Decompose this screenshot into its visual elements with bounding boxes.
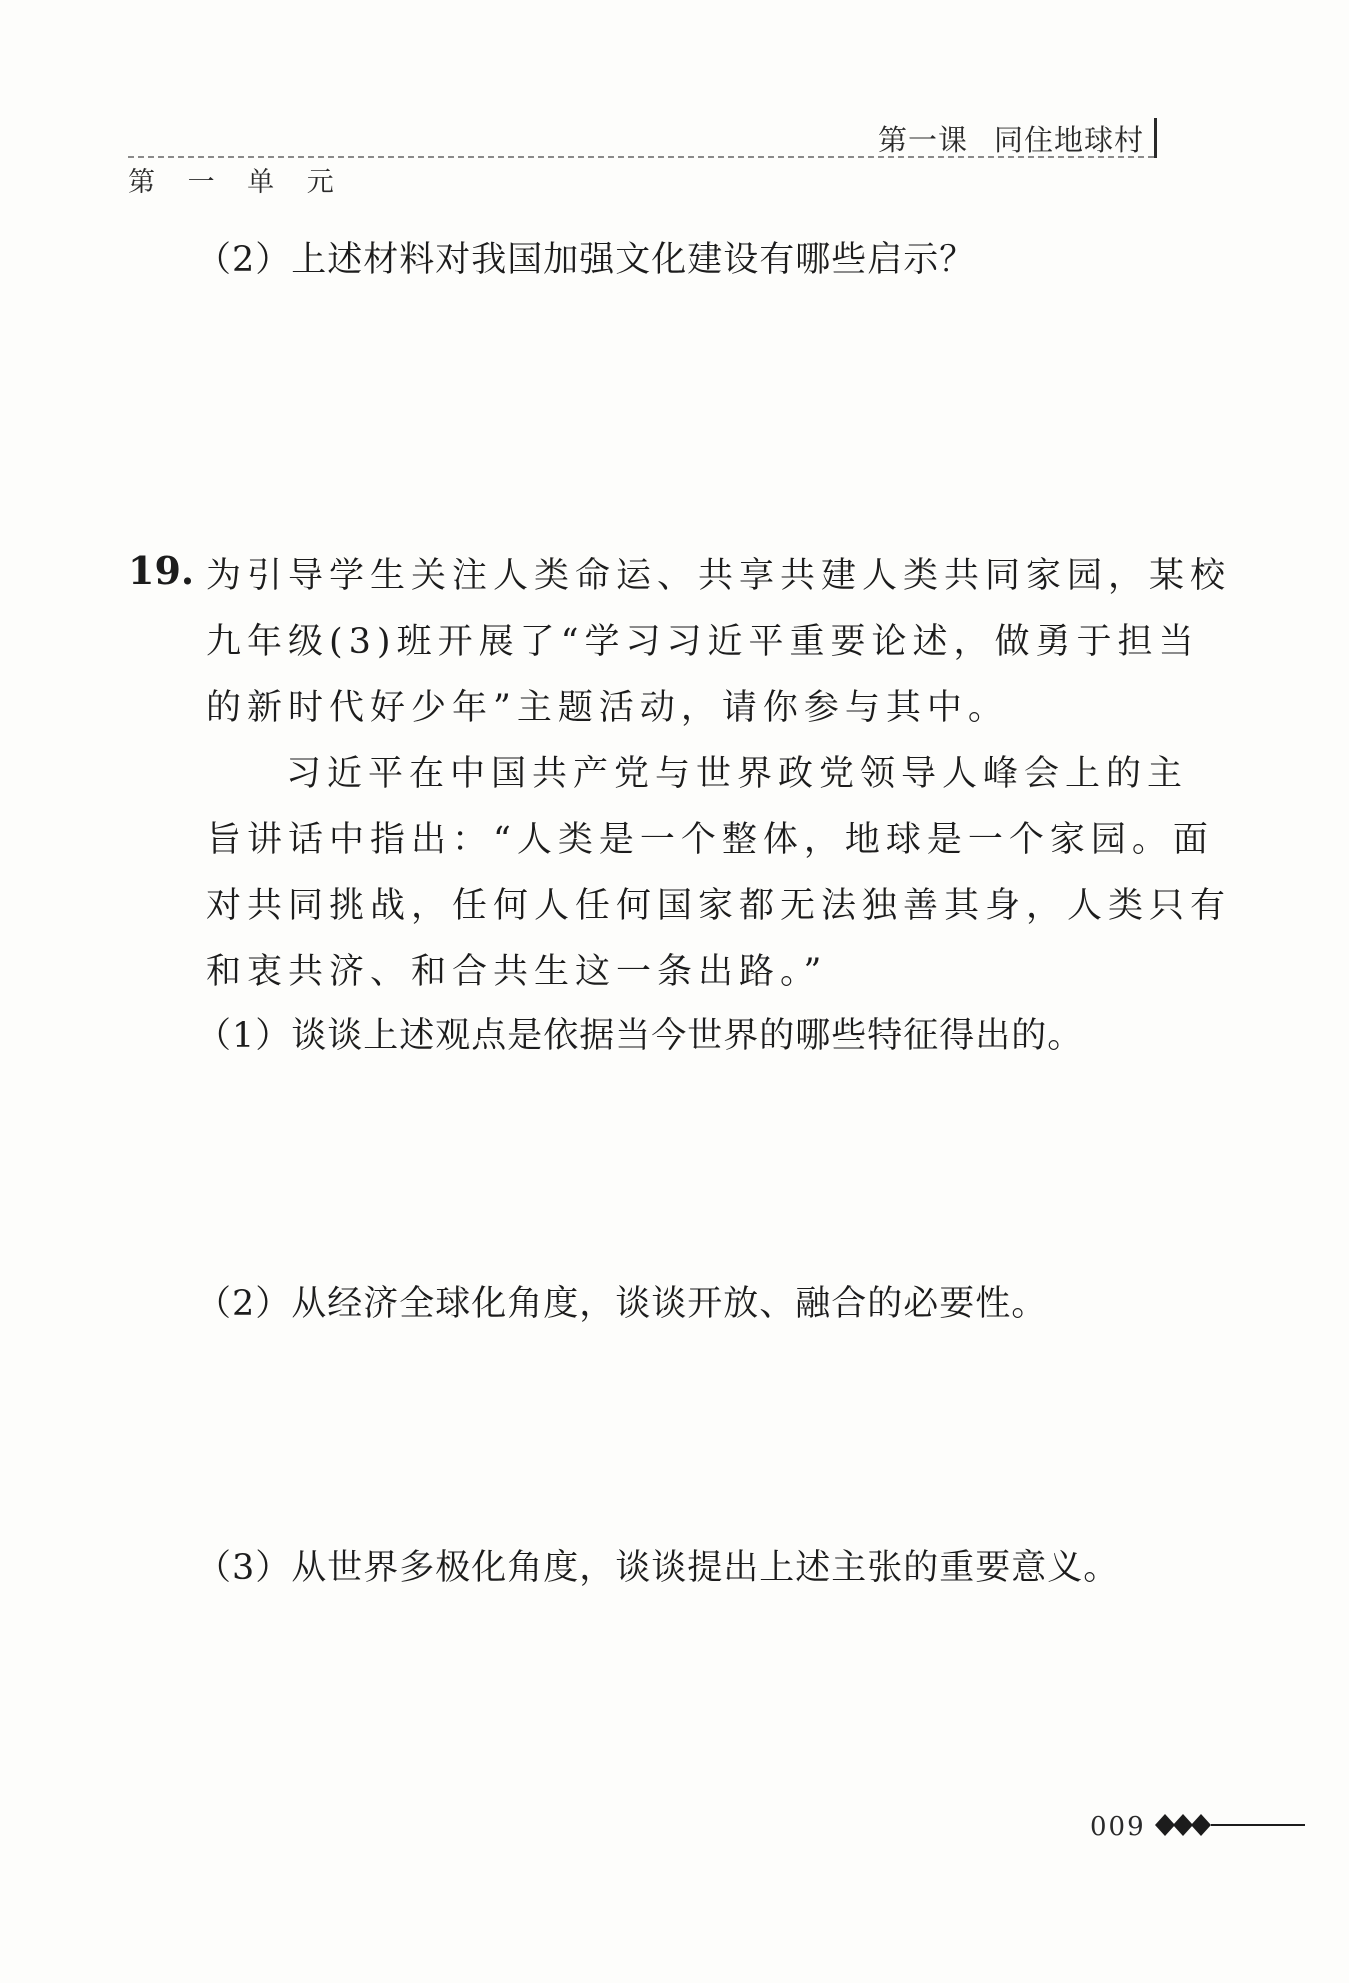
header-divider: [128, 156, 1154, 158]
question-number: 19.: [128, 548, 195, 593]
running-head: [878, 118, 1144, 159]
material-line: 和衷共济、和合共生这一条出路。”: [206, 952, 828, 992]
material-line: 旨讲话中指出：“人类是一个整体，地球是一个家园。面: [206, 820, 1214, 860]
question-stem-line: 九年级(3)班开展了“学习习近平重要论述，做勇于担当: [206, 622, 1200, 662]
material-line: 对共同挑战，任何人任何国家都无法独善其身，人类只有: [206, 886, 1232, 926]
lesson-label: 第一课: [878, 123, 969, 157]
material-line: 习近平在中国共产党与世界政党领导人峰会上的主: [286, 754, 1189, 794]
unit-label: 第 一 单 元: [128, 167, 346, 198]
lesson-title: 同住地球村: [994, 123, 1145, 157]
question-part-1: （1）谈谈上述观点是依据当今世界的哪些特征得出的。: [196, 1016, 1084, 1056]
page-number: 009: [1090, 1812, 1146, 1842]
question-stem-line: 的新时代好少年”主题活动，请你参与其中。: [206, 688, 1009, 728]
header-vertical-bar: [1154, 118, 1157, 158]
diamond-ornament-icon: [1155, 1810, 1305, 1840]
question-part-2: （2）从经济全球化角度，谈谈开放、融合的必要性。: [196, 1284, 1048, 1324]
question-part-3: （3）从世界多极化角度，谈谈提出上述主张的重要意义。: [196, 1548, 1120, 1588]
prev-question-part-2: （2）上述材料对我国加强文化建设有哪些启示？: [196, 240, 976, 280]
question-stem-line: 为引导学生关注人类命运、共享共建人类共同家园，某校: [206, 556, 1232, 596]
